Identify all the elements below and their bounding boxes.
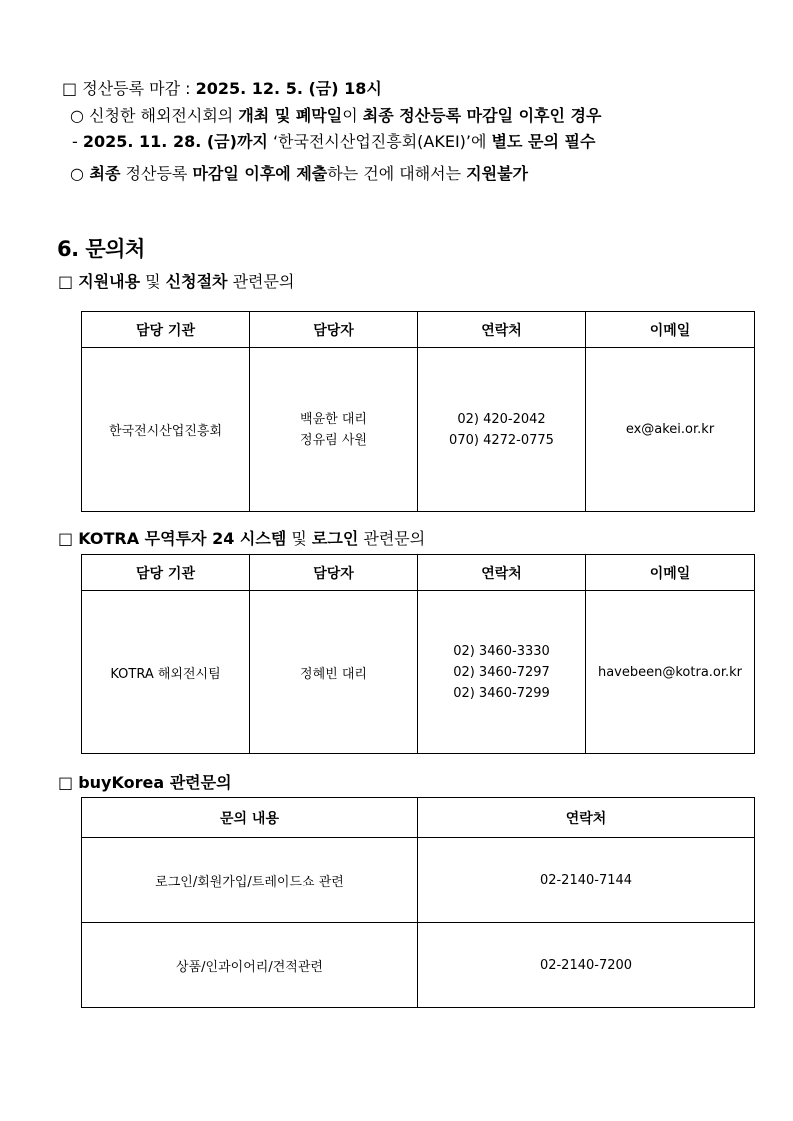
table-header: 문의 내용 [82,798,418,838]
org-cell: 한국전시산업진흥회 [82,348,250,512]
subsection-support-inquiry: □ 지원내용 및 신청절차 관련문의 [58,272,295,291]
email-cell: havebeen@kotra.or.kr [586,591,755,754]
contact-table-akei [81,311,755,512]
table-header: 연락처 [418,798,755,838]
table-header: 연락처 [418,312,586,348]
person-cell: 백윤한 대리 정유림 사원 [250,348,418,512]
phone-cell: 02) 3460-3330 02) 3460-7297 02) 3460-7299 [418,591,586,754]
section-title: 6. 문의처 [57,237,145,261]
phone-cell: 02) 420-2042 070) 4272-0775 [418,348,586,512]
table-header: 담당 기관 [82,312,250,348]
circle-bullet-icon: ○ [70,106,84,125]
table-header: 담당 기관 [82,555,250,591]
deadline-date: 2025. 12. 5. (금) 18시 [195,79,382,98]
deadline-note-1: ○ 신청한 해외전시회의 개최 및 폐막일이 최종 정산등록 마감일 이후인 경우 [70,106,602,125]
subsection-buykorea-inquiry: □ buyKorea 관련문의 [58,773,232,792]
contact-table-kotra [81,554,755,754]
checkbox-square-icon: □ [58,529,79,548]
contact-table-buykorea [81,797,755,1008]
table-header: 연락처 [418,555,586,591]
subsection-kotra-inquiry: □ KOTRA 무역투자 24 시스템 및 로그인 관련문의 [58,529,426,548]
deadline-line: □ 정산등록 마감 : 2025. 12. 5. (금) 18시 [62,79,382,98]
deadline-note-2: - 2025. 11. 28. (금)까지 ‘한국전시산업진흥회(AKEI)’에 별도 문의 필수 [72,132,596,151]
circle-bullet-icon: ○ [70,164,84,183]
table-header: 이메일 [586,555,755,591]
deadline-note-3: ○ 최종 정산등록 마감일 이후에 제출하는 건에 대해서는 지원불가 [70,164,528,183]
topic-cell: 상품/인과이어리/견적관련 [82,923,418,1008]
checkbox-square-icon: □ [62,79,78,98]
table-header: 이메일 [586,312,755,348]
email-cell: ex@akei.or.kr [586,348,755,512]
phone-cell: 02-2140-7200 [418,923,755,1008]
table-header: 담당자 [250,312,418,348]
phone-cell: 02-2140-7144 [418,838,755,923]
table-row [82,923,755,1008]
table-row [82,838,755,923]
org-cell: KOTRA 해외전시팀 [82,591,250,754]
topic-cell: 로그인/회원가입/트레이드쇼 관련 [82,838,418,923]
table-header: 담당자 [250,555,418,591]
checkbox-square-icon: □ [58,272,79,291]
person-cell: 정혜빈 대리 [250,591,418,754]
checkbox-square-icon: □ [58,773,79,792]
